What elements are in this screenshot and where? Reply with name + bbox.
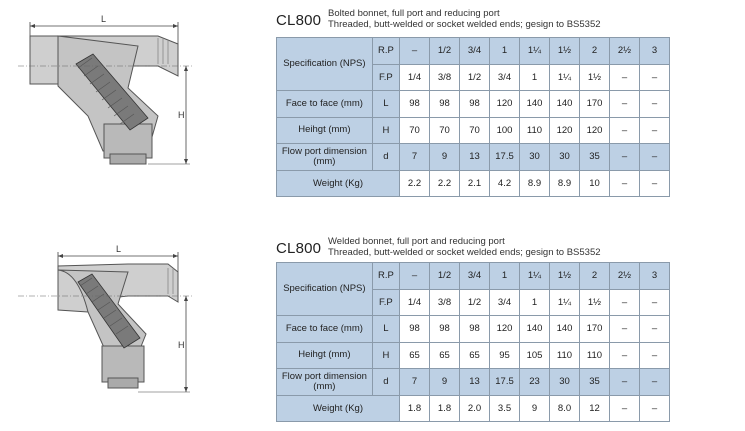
fp-cell: 1/4: [400, 64, 430, 91]
weight-label: Weight (Kg): [277, 170, 400, 197]
weight-label: Weight (Kg): [277, 395, 400, 422]
face-symbol: L: [372, 316, 399, 343]
face-cell: 140: [520, 316, 550, 343]
rp-label: R.P: [372, 38, 399, 65]
table-row: [277, 144, 670, 171]
rp-cell: 3: [640, 263, 670, 290]
flow-cell: 30: [550, 144, 580, 171]
weight-cell: 2.2: [430, 170, 460, 197]
spec-label: Specification (NPS): [277, 263, 373, 316]
dim-h-label: H: [178, 340, 185, 350]
face-label: Face to face (mm): [277, 91, 373, 118]
valve-drawing-bolted: [18, 6, 198, 176]
flow-symbol: d: [372, 144, 399, 171]
table-row: [277, 316, 670, 343]
fp-cell: 1/2: [460, 64, 490, 91]
face-cell: 98: [460, 91, 490, 118]
fp-cell: –: [610, 289, 640, 316]
description-line-2: Threaded, butt-welded or socket welded ends; gesign to BS5352: [328, 247, 601, 258]
face-cell: 140: [550, 91, 580, 118]
weight-cell: 8.9: [520, 170, 550, 197]
face-cell: 98: [430, 91, 460, 118]
table-row: [277, 38, 670, 65]
spec-table-bolted: [276, 37, 670, 197]
weight-cell: 8.0: [550, 395, 580, 422]
fp-label: F.P: [372, 64, 399, 91]
rp-cell: 1¼: [520, 38, 550, 65]
height-cell: 70: [430, 117, 460, 144]
face-cell: 170: [580, 91, 610, 118]
fp-cell: –: [640, 289, 670, 316]
face-cell: –: [640, 91, 670, 118]
flow-cell: 23: [520, 369, 550, 396]
rp-cell: 1/2: [430, 38, 460, 65]
rp-cell: 1: [490, 263, 520, 290]
rp-cell: 2: [580, 38, 610, 65]
fp-cell: 1: [520, 64, 550, 91]
face-label: Face to face (mm): [277, 316, 373, 343]
flow-label: Flow port dimension (mm): [277, 144, 373, 171]
face-cell: 140: [520, 91, 550, 118]
height-cell: 70: [400, 117, 430, 144]
fp-cell: 3/4: [490, 64, 520, 91]
fp-cell: 1/2: [460, 289, 490, 316]
description-line-1: Welded bonnet, full port and reducing port: [328, 236, 505, 247]
weight-cell: –: [610, 395, 640, 422]
flow-label: Flow port dimension (mm): [277, 369, 373, 396]
rp-cell: 3/4: [460, 38, 490, 65]
flow-symbol: d: [372, 369, 399, 396]
flow-cell: 13: [460, 144, 490, 171]
table-row: [277, 395, 670, 422]
description: [328, 236, 601, 258]
weight-cell: 9: [520, 395, 550, 422]
face-cell: 98: [400, 91, 430, 118]
rp-cell: 2: [580, 263, 610, 290]
rp-cell: –: [400, 263, 430, 290]
flow-cell: 9: [430, 144, 460, 171]
height-cell: 100: [490, 117, 520, 144]
weight-cell: 10: [580, 170, 610, 197]
height-cell: 110: [580, 342, 610, 369]
height-cell: 110: [550, 342, 580, 369]
fp-cell: –: [610, 64, 640, 91]
height-cell: 120: [550, 117, 580, 144]
weight-cell: 2.0: [460, 395, 490, 422]
flow-cell: 17.5: [490, 369, 520, 396]
flow-cell: 7: [400, 369, 430, 396]
height-cell: 65: [430, 342, 460, 369]
face-symbol: L: [372, 91, 399, 118]
description-line-2: Threaded, butt-welded or socket welded ends; gesign to BS5352: [328, 19, 601, 30]
fp-label: F.P: [372, 289, 399, 316]
height-symbol: H: [372, 117, 399, 144]
height-cell: –: [610, 117, 640, 144]
face-cell: –: [610, 316, 640, 343]
weight-cell: 8.9: [550, 170, 580, 197]
weight-cell: 1.8: [430, 395, 460, 422]
flow-cell: 7: [400, 144, 430, 171]
flow-cell: 13: [460, 369, 490, 396]
fp-cell: 1/4: [400, 289, 430, 316]
weight-cell: –: [640, 395, 670, 422]
weight-cell: 2.2: [400, 170, 430, 197]
rp-cell: 1½: [550, 38, 580, 65]
rp-cell: –: [400, 38, 430, 65]
rp-cell: 1: [490, 38, 520, 65]
weight-cell: –: [610, 170, 640, 197]
fp-cell: 3/4: [490, 289, 520, 316]
table-row: [277, 369, 670, 396]
flow-cell: 35: [580, 369, 610, 396]
fp-cell: 1½: [580, 64, 610, 91]
height-symbol: H: [372, 342, 399, 369]
weight-cell: 12: [580, 395, 610, 422]
flow-cell: –: [640, 369, 670, 396]
face-cell: 98: [400, 316, 430, 343]
rp-cell: 1/2: [430, 263, 460, 290]
dim-h-label: H: [178, 110, 185, 120]
face-cell: 120: [490, 316, 520, 343]
weight-cell: 1.8: [400, 395, 430, 422]
height-cell: 65: [400, 342, 430, 369]
fp-cell: 1¼: [550, 289, 580, 316]
face-cell: 98: [460, 316, 490, 343]
height-cell: 110: [520, 117, 550, 144]
height-label: Heihgt (mm): [277, 342, 373, 369]
fp-cell: –: [640, 64, 670, 91]
rp-cell: 2½: [610, 38, 640, 65]
rp-cell: 1¼: [520, 263, 550, 290]
table-row: [277, 117, 670, 144]
table-row: [277, 342, 670, 369]
dim-l-label: L: [116, 244, 122, 254]
weight-cell: 2.1: [460, 170, 490, 197]
fp-cell: 1: [520, 289, 550, 316]
face-cell: 120: [490, 91, 520, 118]
flow-cell: –: [610, 144, 640, 171]
height-cell: –: [640, 117, 670, 144]
weight-cell: –: [640, 170, 670, 197]
flow-cell: 30: [520, 144, 550, 171]
fp-cell: 3/8: [430, 64, 460, 91]
face-cell: 170: [580, 316, 610, 343]
height-cell: 120: [580, 117, 610, 144]
weight-cell: 4.2: [490, 170, 520, 197]
weight-cell: 3.5: [490, 395, 520, 422]
table-row: [277, 91, 670, 118]
valve-drawing-welded: [18, 242, 198, 412]
fp-cell: 1½: [580, 289, 610, 316]
face-cell: –: [640, 316, 670, 343]
fp-cell: 1¼: [550, 64, 580, 91]
flow-cell: 17.5: [490, 144, 520, 171]
fp-cell: 3/8: [430, 289, 460, 316]
table-row: [277, 170, 670, 197]
rp-cell: 3: [640, 38, 670, 65]
description: [328, 8, 601, 30]
spec-label: Specification (NPS): [277, 38, 373, 91]
dim-l-label: L: [101, 14, 107, 24]
flow-cell: 9: [430, 369, 460, 396]
table-row: [277, 263, 670, 290]
face-cell: –: [610, 91, 640, 118]
face-cell: 140: [550, 316, 580, 343]
height-cell: 95: [490, 342, 520, 369]
face-cell: 98: [430, 316, 460, 343]
description-line-1: Bolted bonnet, full port and reducing port: [328, 8, 500, 19]
height-label: Heihgt (mm): [277, 117, 373, 144]
flow-cell: –: [640, 144, 670, 171]
rp-cell: 1½: [550, 263, 580, 290]
flow-cell: –: [610, 369, 640, 396]
spec-table-welded: [276, 262, 670, 422]
height-cell: 105: [520, 342, 550, 369]
flow-cell: 35: [580, 144, 610, 171]
rp-cell: 2½: [610, 263, 640, 290]
class-label: CL800: [276, 12, 322, 29]
rp-label: R.P: [372, 263, 399, 290]
rp-cell: 3/4: [460, 263, 490, 290]
height-cell: 70: [460, 117, 490, 144]
flow-cell: 30: [550, 369, 580, 396]
height-cell: –: [640, 342, 670, 369]
class-label: CL800: [276, 240, 322, 257]
height-cell: 65: [460, 342, 490, 369]
height-cell: –: [610, 342, 640, 369]
